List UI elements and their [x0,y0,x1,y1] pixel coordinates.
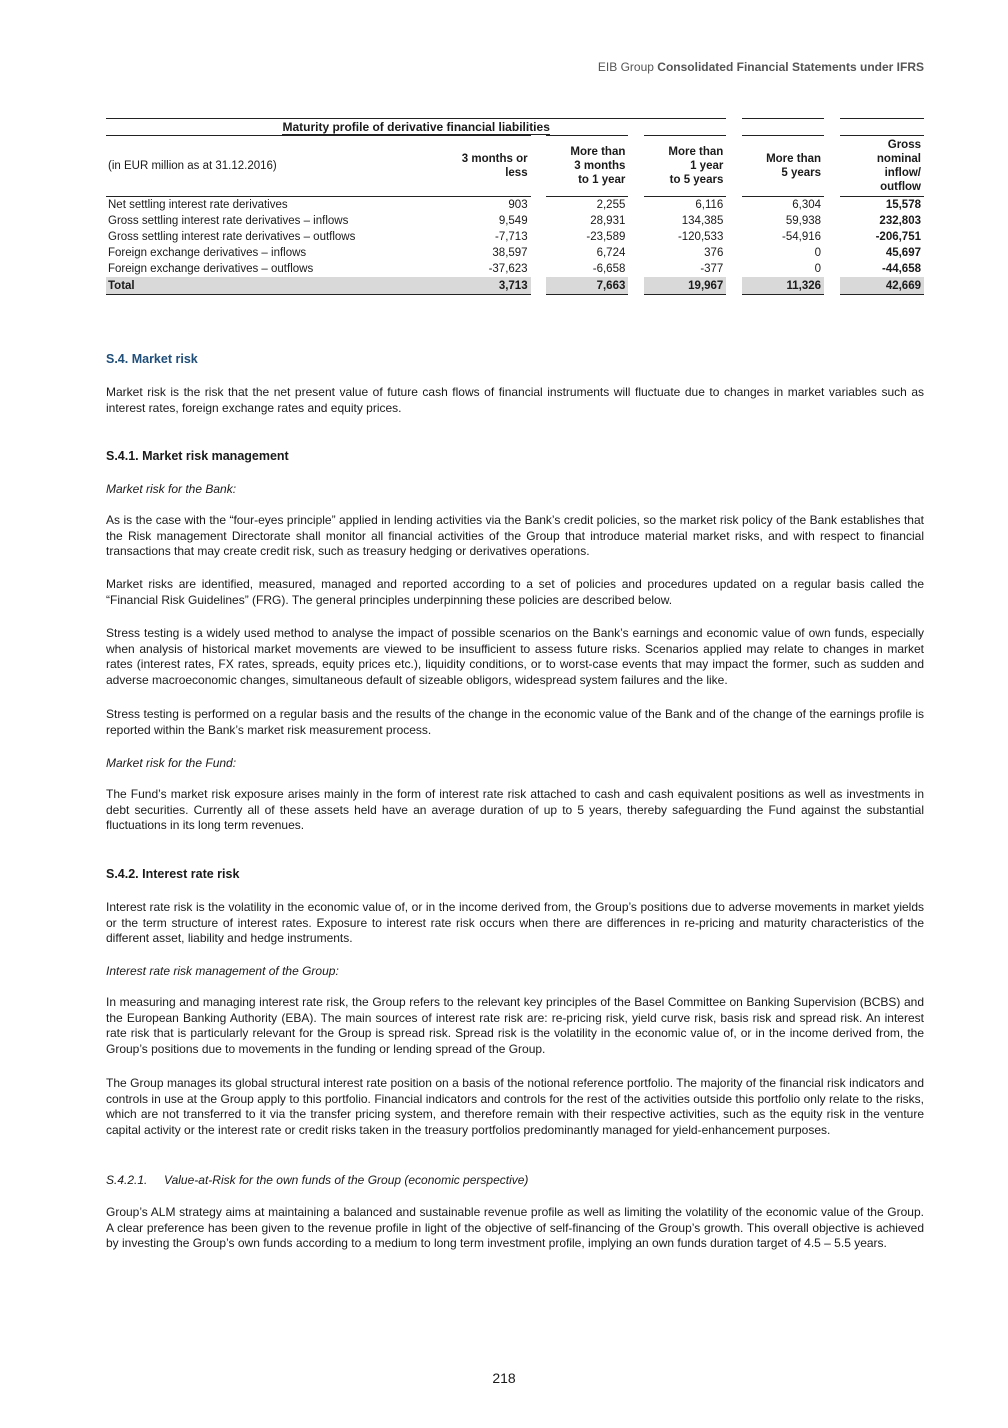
var-paragraph-1: Group’s ALM strategy aims at maintaining a balanced and sustainable revenue profile as well as limiting the volatility of the economic value of the Group. A clear preference has been given to the revenue profile in light of the objective of self-financing of the Group’s growth. This overall objective is achieved by investing the Group’s own funds according to a medium to long term investment profile, implying an own funds duration target of 4.5 – 5.5 years. [106,1205,924,1250]
table-row: Gross settling interest rate derivatives – inflows 9,549 28,931 134,385 59,938 232,803 [108,214,921,227]
section-s41-title: S.4.1. Market risk management [106,449,289,463]
irr-paragraph-1: In measuring and managing interest rate risk, the Group refers to the relevant key principles of the Basel Committee on Banking Supervision (BCBS) and the European Banking Authority (EBA). The main sources of interest rate risk are: re-pricing risk, yield curve risk, basis risk and spread risk. An interest rate risk that is particularly relevant for the Group is spread risk. Spread risk is the volatility in the economic value of, or in the income derived from, the Group’s positions due to movements in the funding or lending spread of the Group. [106,995,924,1056]
header-title: Consolidated Financial Statements under IFRS [657,60,924,74]
table-row: Foreign exchange derivatives – inflows 38,597 6,724 376 0 45,697 [108,246,921,259]
table-row: Gross settling interest rate derivatives – outflows -7,713 -23,589 -120,533 -54,916 -206,751 [108,230,921,243]
header-org: EIB Group [597,60,654,74]
bank-paragraph-1: As is the case with the “four-eyes principle” applied in lending activities via the Bank’s credit policies, so the market risk policy of the Bank establishes that the Risk management Directorate shall monitor all financial activities of the Group that introduce material market risks, and with respect to financial transactions that may create credit risk, such as treasury hedging or derivatives operations. [106,513,924,558]
col-header-4: Gross nominal inflow/ outflow [840,136,924,197]
col-header-3: More than 5 years [742,136,824,197]
var-subheading: S.4.2.1. Value-at-Risk for the own funds of the Group (economic perspective) [106,1173,529,1187]
section-s4-paragraph: Market risk is the risk that the net present value of future cash flows of financial instruments will fluctuate due to changes in market variables such as interest rates, foreign exchange rates and equity prices. [106,385,924,415]
section-s42-title: S.4.2. Interest rate risk [106,867,240,881]
unit-label: (in EUR million as at 31.12.2016) [106,136,433,197]
page-number: 218 [492,1370,516,1386]
irr-paragraph-2: The Group manages its global structural interest rate position on a basis of the notional reference portfolio. The majority of the financial risk indicators and controls in use at the Group apply to this portfolio. Financial indicators and controls for the rest of the activities outside this portfolio only relate to the risks, which are not transferred to it via the transfer pricing system, and therefore remain with their respective activities, such as the equity risk in the venture capital activity or the interest rate or credit risks taken in the treasury portfolios predominantly managed for yield-enhancement purposes. [106,1076,924,1137]
table-row: Foreign exchange derivatives – outflows -37,623 -6,658 -377 0 -44,658 [108,262,921,275]
table-total-row: Total 3,713 7,663 19,967 11,326 42,669 [106,277,924,295]
bank-paragraph-2: Market risks are identified, measured, managed and reported according to a set of policies and procedures updated on a regular basis called the “Financial Risk Guidelines” (FRG). The general principles underpinning these policies are described below. [106,577,924,607]
s42-paragraph-1: Interest rate risk is the volatility in the economic value of, or in the income derived from, the Group’s positions due to adverse movements in market yields or the term structure of interest rates. Exposure to interest rate risk occurs when there are differences in re-pricing and maturity characteristics of the different asset, liability and hedge instruments. [106,900,924,945]
table-caption: Maturity profile of derivative financial liabilities [106,119,726,136]
fund-subheading: Market risk for the Fund: [106,756,237,770]
section-s4-title: S.4. Market risk [106,352,198,366]
table-row: Net settling interest rate derivatives 903 2,255 6,116 6,304 15,578 [108,198,921,211]
col-header-1: More than 3 months to 1 year [546,136,628,197]
maturity-table [106,118,924,295]
bank-paragraph-4: Stress testing is performed on a regular basis and the results of the change in the economic value of the Bank and of the change of the earnings profile is reported within the Bank’s market risk measurement process. [106,707,924,737]
fund-paragraph-1: The Fund’s market risk exposure arises mainly in the form of interest rate risk attached to cash and cash equivalent positions as well as investments in debt securities. Currently all of these assets held have an average duration of up to 5 years, thereby safeguarding the Fund against the substantial fluctuations in its long term revenues. [106,787,924,832]
bank-paragraph-3: Stress testing is a widely used method to analyse the impact of possible scenarios on the Bank’s earnings and economic value of own funds, especially when analysis of historical market movements are viewed to be insufficient to assess future risks. Scenarios applied may relate to changes in market rates (interest rates, FX rates, spreads, equity prices etc.), liquidity conditions, or to worst-case events that may impact the former, such as sudden and adverse macroeconomic changes, simultaneous default of sizeable obligors, widespread system failures and the like. [106,626,924,687]
col-header-0: 3 months or less [433,136,531,197]
irr-subheading: Interest rate risk management of the Group: [106,964,339,978]
bank-subheading: Market risk for the Bank: [106,482,237,496]
col-header-2: More than 1 year to 5 years [644,136,726,197]
running-header [598,60,924,74]
